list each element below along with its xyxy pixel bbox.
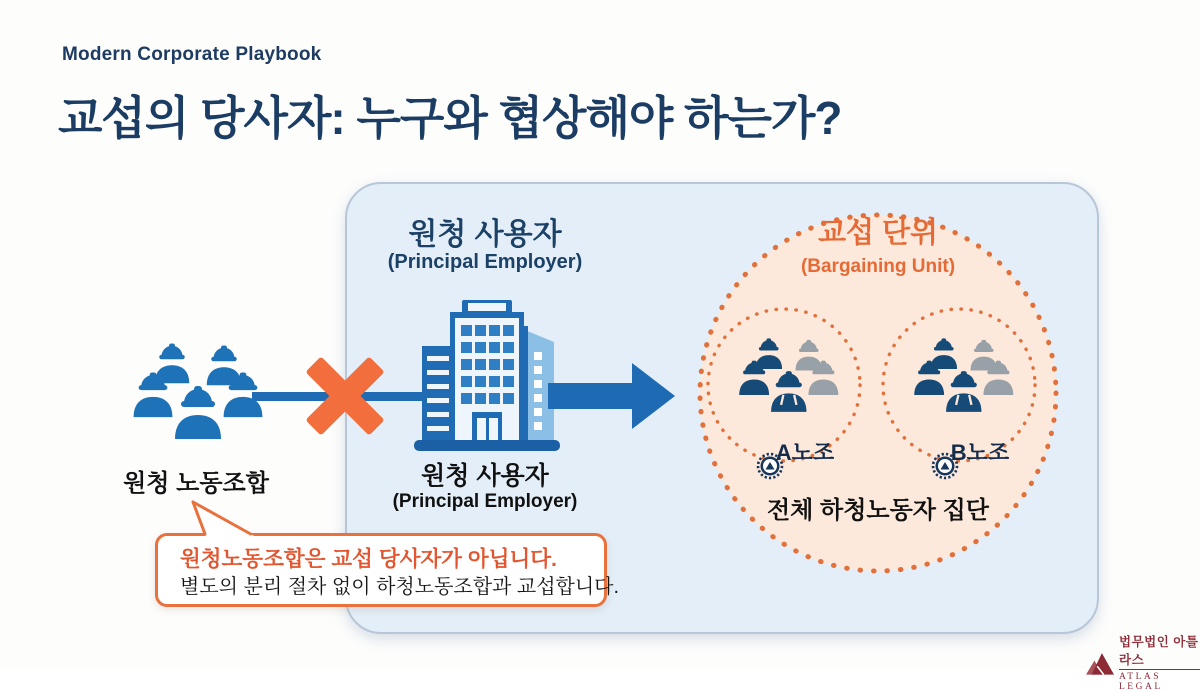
union-b-row [901, 436, 1025, 467]
bargaining-unit-caption: 전체 하청노동자 집단 [767, 497, 989, 524]
left-group-label: 원청 노동조합 [123, 470, 269, 497]
callout-line2: 별도의 분리 절차 없이 하청노동조합과 교섭합니다. [180, 575, 620, 598]
building-label-kr: 원청 사용자 [421, 462, 549, 490]
workers-group-icon [122, 330, 272, 460]
building-label-en: (Principal Employer) [392, 490, 578, 512]
union-a-row [726, 436, 850, 467]
union-b-workers-icon [905, 328, 1021, 428]
employer-heading-kr: 원청 사용자 [408, 218, 562, 251]
callout-line1: 원청노동조합은 교섭 당사자가 아닙니다. [180, 547, 557, 571]
union-b-label: B노조 [950, 440, 1010, 465]
union-a-label: A노조 [775, 440, 835, 465]
logo-texts [1119, 632, 1200, 692]
union-badge-icon [742, 438, 770, 466]
x-icon [293, 344, 397, 448]
arrow-right-icon [548, 362, 676, 430]
bargaining-unit-subtitle: (Bargaining Unit) [800, 256, 956, 277]
employer-heading-en: (Principal Employer) [387, 251, 583, 273]
callout-tail [160, 496, 280, 546]
atlas-legal-logo [1086, 632, 1200, 692]
building-label [345, 462, 625, 513]
eyebrow-text: Modern Corporate Playbook [62, 44, 322, 65]
page-title: 교섭의 당사자: 누구와 협상해야 하는가? [58, 92, 842, 144]
atlas-triangle-logo-icon [1086, 649, 1114, 676]
building-icon [402, 290, 572, 458]
bargaining-unit-title: 교섭 단위 [817, 217, 939, 249]
logo-korean-name: 법무법인 아틀라스 [1119, 632, 1200, 670]
logo-english-name: ATLAS LEGAL [1119, 672, 1163, 692]
union-badge-icon [917, 438, 945, 466]
employer-heading [355, 218, 615, 274]
union-a-workers-icon [730, 328, 846, 428]
